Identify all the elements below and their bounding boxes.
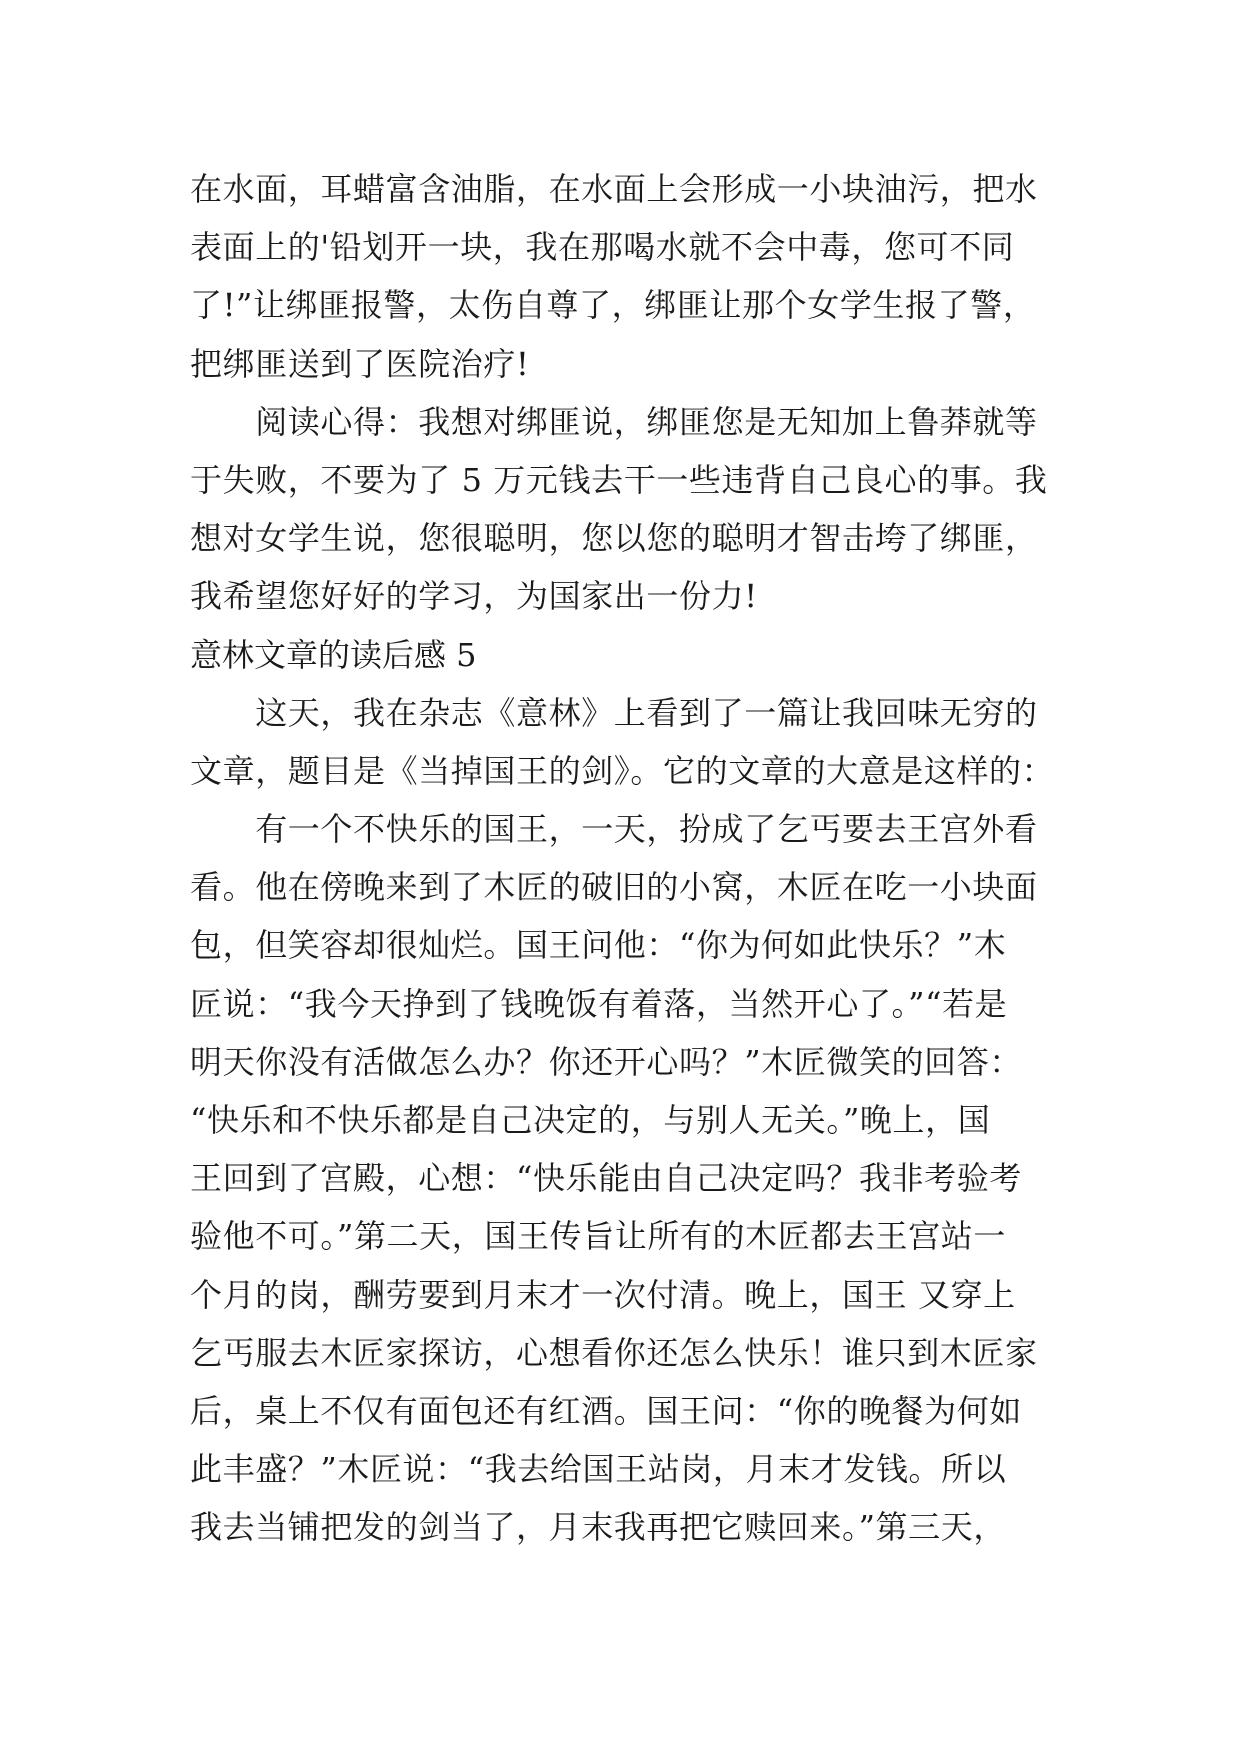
text-line: 我去当铺把发的剑当了，月末我再把它赎回来。”第三天， xyxy=(190,1508,1006,1547)
text-line: 于失败，不要为了 5 万元钱去干一些违背自己良心的事。我 xyxy=(190,460,1048,499)
text-line: 后，桌上不仅有面包还有红酒。国王问：“你的晚餐为何如 xyxy=(190,1391,1022,1430)
text-line: 王回到了宫殿，心想：“快乐能由自己决定吗？我非考验考 xyxy=(190,1159,1022,1198)
text-line: 文章，题目是《当掉国王的剑》。它的文章的大意是这样的： xyxy=(190,751,1055,790)
article-body xyxy=(190,160,1070,1557)
text-line: 乞丐服去木匠家探访，心想看你还怎么快乐！谁只到木匠家 xyxy=(190,1333,1038,1372)
text-line: 明天你没有活做怎么办？你还开心吗？”木匠微笑的回答： xyxy=(190,1042,1022,1081)
text-line: 阅读心得：我想对绑匪说，绑匪您是无知加上鲁莽就等 xyxy=(190,402,1038,441)
text-line: 想对女学生说，您很聪明，您以您的聪明才智击垮了绑匪， xyxy=(190,519,1038,558)
section-heading: 意林文章的读后感 5 xyxy=(190,635,477,674)
text-line: 个月的岗，酬劳要到月末才一次付清。晚上，国王 又穿上 xyxy=(190,1275,1016,1314)
text-line: 了!”让绑匪报警，太伤自尊了，绑匪让那个女学生报了警， xyxy=(190,286,1036,325)
text-line: 这天，我在杂志《意林》上看到了一篇让我回味无穷的 xyxy=(190,693,1038,732)
text-line: 表面上的'铅划开一块，我在那喝水就不会中毒，您可不同 xyxy=(190,228,1015,267)
text-line: 验他不可。”第二天，国王传旨让所有的木匠都去王宫站一 xyxy=(190,1217,1006,1256)
text-line: 包，但笑容却很灿烂。国王问他：“你为何如此快乐？”木 xyxy=(190,926,1007,965)
text-line: 此丰盛？”木匠说：“我去给国王站岗，月末才发钱。所以 xyxy=(190,1450,1007,1489)
text-line: 在水面，耳蜡富含油脂，在水面上会形成一小块油污，把水 xyxy=(190,170,1038,208)
text-line: “快乐和不快乐都是自己决定的，与别人无关。”晚上，国 xyxy=(190,1101,991,1139)
text-line: 我希望您好好的学习，为国家出一份力! xyxy=(190,577,758,616)
text-line: 把绑匪送到了医院治疗! xyxy=(190,344,530,383)
text-line: 有一个不快乐的国王，一天，扮成了乞丐要去王宫外看 xyxy=(190,810,1038,849)
text-line: 看。他在傍晚来到了木匠的破旧的小窝，木匠在吃一小块面 xyxy=(190,868,1038,907)
text-line: 匠说：“我今天挣到了钱晚饭有着落，当然开心了。”“若是 xyxy=(190,984,1008,1023)
